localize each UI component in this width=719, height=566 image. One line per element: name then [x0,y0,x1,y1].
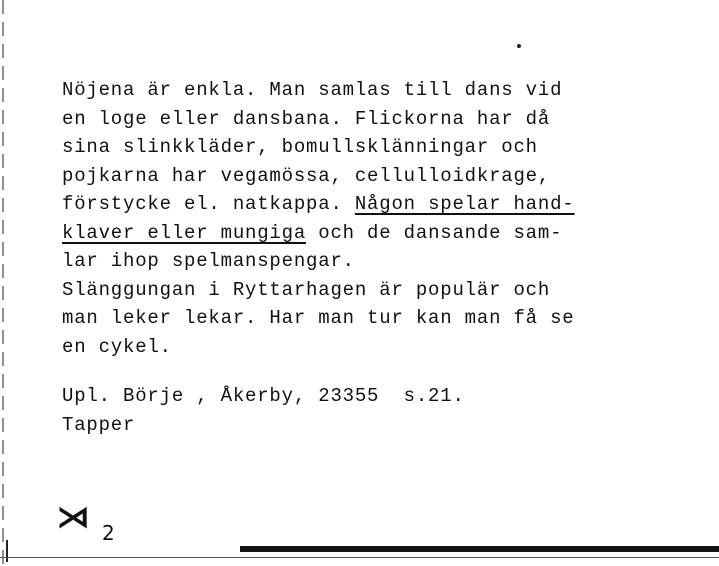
body-line [62,219,702,248]
bottom-bar [240,546,719,552]
source-line: Tapper [62,413,136,436]
underlined-phrase: Någon spelar hand- [354,193,575,215]
body-line: Slänggungan i Ryttarhagen är populär och [62,278,551,301]
source-reference [62,382,465,439]
bottom-rule [0,557,719,558]
card-edge-mark [6,540,8,562]
body-line [62,190,702,219]
card-body-text [62,76,702,361]
card-left-edge [2,0,4,566]
cross-mark-icon: ⋊ [55,500,91,535]
body-line: man leker lekar. Har man tur kan man få se [62,307,575,329]
body-line: lar ihop spelmanspengar. [62,250,355,272]
body-line: pojkarna har vegamössa, cellulloidkrage, [62,164,551,187]
underlined-phrase: klaver eller mungiga [62,221,307,244]
card-number: 2 [102,521,115,545]
body-line: sina slinkkläder, bomullsklänningar och [62,136,538,158]
card-mark [55,500,115,545]
body-line: en cykel. [62,335,172,358]
body-line: en loge eller dansbana. Flickorna har då [62,107,551,130]
body-line-plain: förstycke el. natkappa. [62,193,355,215]
body-line: Nöjena är enkla. Man samlas till dans vid [62,79,563,101]
ink-speck [517,44,521,48]
body-line-plain: och de dansande sam- [306,221,563,244]
source-line: Upl. Börje , Åkerby, 23355 s.21. [62,385,465,407]
